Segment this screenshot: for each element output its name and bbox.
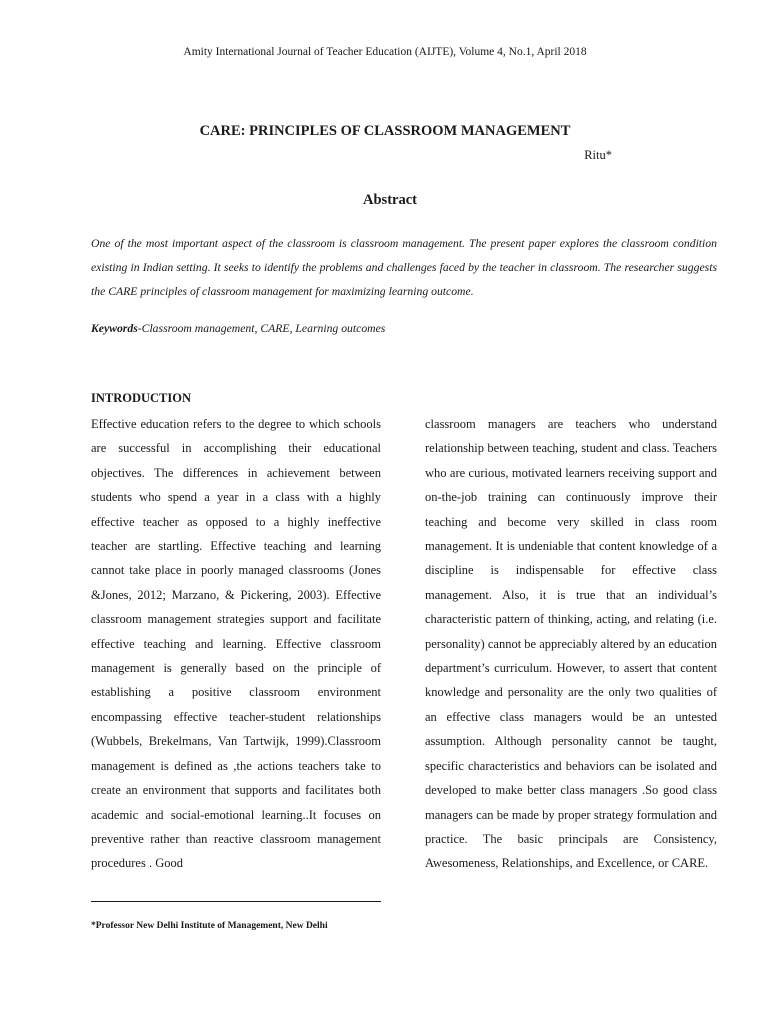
keywords-line xyxy=(91,322,717,335)
keywords-text: -Classroom management, CARE, Learning outcomes xyxy=(137,322,386,335)
paper-title: CARE: PRINCIPLES OF CLASSROOM MANAGEMENT xyxy=(199,123,571,139)
footnote-divider xyxy=(91,901,381,902)
keywords-label: Keywords xyxy=(91,322,138,335)
introduction-left-column: Effective education refers to the degree to which schools are successful in accomplishing their educational objectives. The differences in achievement between students who spend a year in a class with a highly effective teacher as opposed to a highly ineffective teacher are startling. Effective teaching and learning cannot take place in poorly managed classrooms (Jones &Jones, 2012; Marzano, & Pickering, 2003). Effective classroom management strategies support and facilitate effective teaching and learning. Effective classroom management is generally based on the principle of establishing a positive classroom environment encompassing effective teacher-student relationships (Wubbels, Brekelmans, Van Tartwijk, 1999).Classroom management is defined as ,the actions teachers take to create an environment that supports and facilitates both academic and social-emotional learning..It focuses on preventive rather than reactive classroom management procedures . Good xyxy=(91,417,381,871)
author-name: Ritu* xyxy=(584,148,612,162)
author-footnote: *Professor New Delhi Institute of Management, New Delhi xyxy=(91,921,328,931)
introduction-right-column: classroom managers are teachers who understand relationship between teaching, student and class. Teachers who are curious, motivated learners receiving support and on-the-job training can continuously improve their teaching and become very skilled in class room management. It is undeniable that content knowledge of a discipline is indispensable for effective class management. Also, it is true that an individual’s characteristic pattern of thinking, acting, and relating (i.e. personality) cannot be appreciably altered by an education department’s curriculum. However, to assert that content knowledge and personality are the only two qualities of an effective class managers would be an untested assumption. Although personality cannot be taught, specific characteristics and behaviors can be isolated and developed to make better class managers .So good class managers can be made by proper strategy formulation and practice. The basic principals are Consistency, Awesomeness, Relationships, and Excellence, or CARE. xyxy=(425,417,717,871)
running-header: Amity International Journal of Teacher Education (AIJTE), Volume 4, No.1, April 2018 xyxy=(183,46,587,58)
abstract-body: One of the most important aspect of the classroom is classroom management. The present paper explores the classroom condition existing in Indian setting. It seeks to identify the problems and challenges faced by the teacher in classroom. The researcher suggests the CARE principles of classroom management for maximizing learning outcome. xyxy=(91,237,717,298)
abstract-heading: Abstract xyxy=(363,192,417,208)
introduction-heading: INTRODUCTION xyxy=(91,391,192,405)
